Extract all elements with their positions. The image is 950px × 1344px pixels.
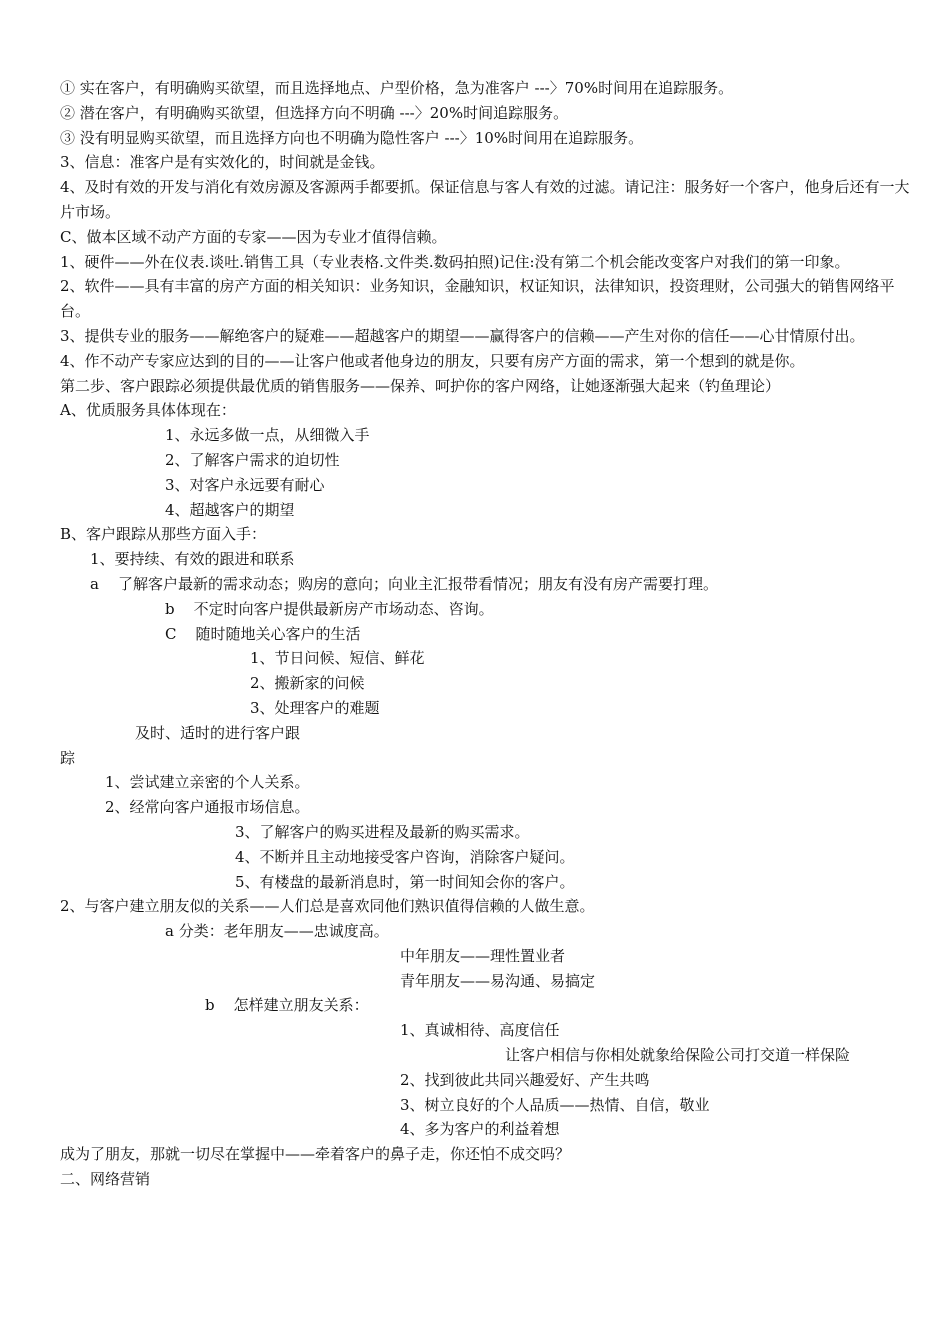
list-item: C 随时随地关心客户的生活 bbox=[165, 624, 361, 643]
section-heading: C、做本区域不动产方面的专家——因为专业才值得信赖。 bbox=[60, 227, 447, 246]
list-item: 1、尝试建立亲密的个人关系。 bbox=[105, 773, 310, 792]
list-item: 1、节日问候、短信、鲜花 bbox=[250, 649, 425, 668]
paragraph: 2、软件——具有丰富的房产方面的相关知识：业务知识，金融知识，权证知识，法律知识，投资理财，公司强大的销售网络平台。 bbox=[60, 277, 895, 321]
paragraph: 及时、适时的进行客户跟 bbox=[135, 723, 301, 742]
paragraph: 3、信息：准客户是有实效化的，时间就是金钱。 bbox=[60, 153, 385, 172]
list-item: 1、永远多做一点，从细微入手 bbox=[165, 426, 370, 445]
section-heading: 二、网络营销 bbox=[60, 1170, 151, 1189]
list-item: 3、处理客户的难题 bbox=[250, 698, 380, 717]
list-item: 中年朋友——理性置业者 bbox=[400, 946, 566, 965]
list-item: 4、不断并且主动地接受客户咨询，消除客户疑问。 bbox=[235, 847, 575, 866]
paragraph: 成为了朋友，那就一切尽在掌握中——牵着客户的鼻子走，你还怕不成交吗？ bbox=[60, 1145, 571, 1164]
paragraph: 4、作不动产专家应达到的目的——让客户他或者他身边的朋友，只要有房产方面的需求，第一个想到的就是你。 bbox=[60, 351, 805, 370]
paragraph: 3、提供专业的服务——解绝客户的疑难——超越客户的期望——赢得客户的信赖——产生对你的信任——心甘情原付出。 bbox=[60, 326, 865, 345]
list-item: a 分类：老年朋友——忠诚度高。 bbox=[165, 922, 389, 941]
list-item: 3、对客户永远要有耐心 bbox=[165, 475, 325, 494]
list-item: 5、有楼盘的最新消息时，第一时间知会你的客户。 bbox=[235, 872, 575, 891]
list-item: a 了解客户最新的需求动态；购房的意向；向业主汇报带看情况；朋友有没有房产需要打理。 bbox=[90, 574, 719, 593]
subsection-heading: A、优质服务具体体现在： bbox=[60, 401, 236, 420]
paragraph: ③ 没有明显购买欲望，而且选择方向也不明确为隐性客户 ---〉10%时间用在追踪服务。 bbox=[60, 128, 644, 147]
list-item: 1、真诚相待、高度信任 bbox=[400, 1021, 560, 1040]
list-item: 2、搬新家的问候 bbox=[250, 674, 365, 693]
list-item: 让客户相信与你相处就象给保险公司打交道一样保险 bbox=[505, 1046, 851, 1065]
document-body bbox=[60, 76, 910, 1192]
subsection-heading: B、客户跟踪从那些方面入手： bbox=[60, 525, 267, 544]
list-item: 3、了解客户的购买进程及最新的购买需求。 bbox=[235, 822, 530, 841]
paragraph: ② 潜在客户，有明确购买欲望，但选择方向不明确 ---〉20%时间追踪服务。 bbox=[60, 103, 569, 122]
list-item: b 怎样建立朋友关系： bbox=[205, 996, 369, 1015]
section-heading: 第二步、客户跟踪必须提供最优质的销售服务——保养、呵护你的客户网络，让她逐渐强大起来（钓鱼理论） bbox=[60, 376, 781, 395]
list-item: 青年朋友——易沟通、易搞定 bbox=[400, 971, 596, 990]
list-item: b 不定时向客户提供最新房产市场动态、咨询。 bbox=[165, 599, 494, 618]
paragraph: 踪 bbox=[60, 748, 76, 767]
list-item: 2、找到彼此共同兴趣爱好、产生共鸣 bbox=[400, 1070, 650, 1089]
list-item: 2、了解客户需求的迫切性 bbox=[165, 450, 340, 469]
list-item: 2、经常向客户通报市场信息。 bbox=[105, 798, 310, 817]
list-item: 3、树立良好的个人品质——热情、自信，敬业 bbox=[400, 1095, 710, 1114]
list-item: 4、多为客户的利益着想 bbox=[400, 1120, 560, 1139]
paragraph: ① 实在客户，有明确购买欲望，而且选择地点、户型价格，急为准客户 ---〉70%时间用在追踪服务。 bbox=[60, 79, 734, 97]
paragraph: 2、与客户建立朋友似的关系——人们总是喜欢同他们熟识值得信赖的人做生意。 bbox=[60, 897, 595, 916]
paragraph: 4、及时有效的开发与消化有效房源及客源两手都要抓。保证信息与客人有效的过滤。请记注：服务好一个客户，他身后还有一大片市场。 bbox=[60, 178, 910, 221]
paragraph: 1、硬件——外在仪表.谈吐.销售工具（专业表格.文件类.数码拍照)记住:没有第二个机会能改变客户对我们的第一印象。 bbox=[60, 252, 850, 271]
list-item: 1、要持续、有效的跟进和联系 bbox=[90, 550, 295, 569]
list-item: 4、超越客户的期望 bbox=[165, 500, 295, 519]
